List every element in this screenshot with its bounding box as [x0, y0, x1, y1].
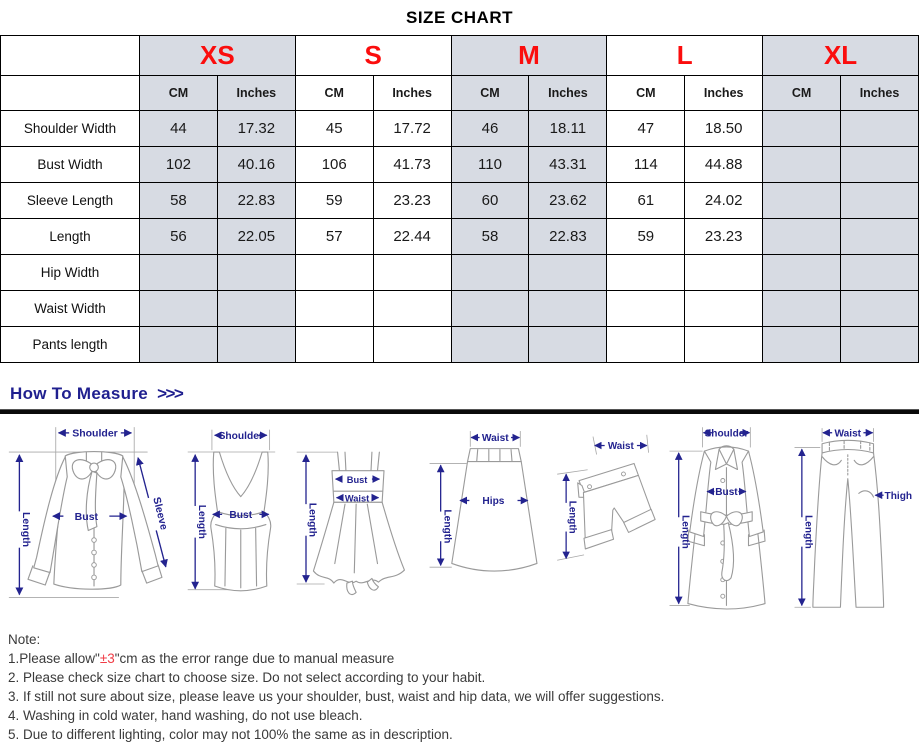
size-cell: 114 — [607, 147, 685, 183]
note-1-tolerance: ±3 — [99, 651, 115, 666]
size-cell — [607, 291, 685, 327]
row-label: Hip Width — [1, 255, 140, 291]
size-header-xl: XL — [763, 36, 919, 76]
size-cell — [140, 255, 218, 291]
size-cell — [607, 327, 685, 363]
figure-tank-top — [184, 423, 291, 615]
size-cell — [295, 255, 373, 291]
unit-cell: CM — [607, 76, 685, 111]
size-cell: 22.05 — [217, 219, 295, 255]
page-title: SIZE CHART — [406, 8, 513, 27]
size-cell: 110 — [451, 147, 529, 183]
blouse-sleeve-label: Sleeve — [150, 495, 170, 532]
size-cell: 22.83 — [529, 219, 607, 255]
size-cell: 46 — [451, 111, 529, 147]
size-cell — [841, 147, 919, 183]
unit-cell: CM — [140, 76, 218, 111]
size-cell: 17.32 — [217, 111, 295, 147]
coat-length-dimension — [678, 453, 690, 604]
size-cell: 23.23 — [685, 219, 763, 255]
size-cell — [373, 327, 451, 363]
section-divider — [0, 409, 919, 414]
note-item-3: 3. If still not sure about size, please leave us your shoulder, bust, waist and hip data, we will offer suggestions. — [8, 689, 665, 704]
notes-section — [8, 630, 919, 744]
measurement-figures — [0, 423, 919, 621]
table-row — [1, 183, 919, 219]
dress-length-label: Length — [306, 502, 318, 537]
skirt-hips-label: Hips — [482, 496, 505, 508]
size-cell — [841, 183, 919, 219]
tank-shoulder-dimension — [215, 431, 267, 442]
blouse-length-label: Length — [20, 512, 33, 548]
size-cell — [529, 291, 607, 327]
size-cell: 57 — [295, 219, 373, 255]
size-cell — [841, 255, 919, 291]
size-cell — [295, 291, 373, 327]
size-header-row — [1, 36, 919, 76]
unit-cell: CM — [295, 76, 373, 111]
size-chart-table — [0, 35, 919, 363]
table-row — [1, 111, 919, 147]
unit-header-row — [1, 76, 919, 111]
size-cell: 44 — [140, 111, 218, 147]
coat-shoulder-dimension — [703, 428, 749, 439]
pants-waist-label: Waist — [834, 428, 862, 440]
dress-bust-label: Bust — [346, 474, 368, 485]
size-cell: 45 — [295, 111, 373, 147]
unit-cell: Inches — [841, 76, 919, 111]
skirt-waist-dimension — [471, 433, 519, 444]
size-cell: 59 — [607, 219, 685, 255]
skirt-waist-label: Waist — [481, 433, 509, 445]
figure-shorts — [550, 423, 662, 615]
unit-cell: CM — [763, 76, 841, 111]
size-cell: 106 — [295, 147, 373, 183]
pants-thigh-label: Thigh — [884, 490, 913, 502]
size-cell — [529, 327, 607, 363]
size-cell — [140, 327, 218, 363]
size-cell — [217, 327, 295, 363]
figure-coat — [664, 423, 788, 617]
unit-cell: Inches — [373, 76, 451, 111]
how-to-measure-label: How To Measure — [10, 384, 149, 403]
size-cell — [763, 327, 841, 363]
size-cell — [295, 327, 373, 363]
size-cell: 24.02 — [685, 183, 763, 219]
size-header-l: L — [607, 36, 763, 76]
size-cell — [451, 327, 529, 363]
table-row — [1, 219, 919, 255]
pants-length-dimension — [802, 449, 814, 605]
corner-cell — [1, 76, 140, 111]
row-label: Length — [1, 219, 140, 255]
row-label: Waist Width — [1, 291, 140, 327]
size-cell: 47 — [607, 111, 685, 147]
size-cell — [373, 291, 451, 327]
table-row — [1, 327, 919, 363]
skirt-length-label: Length — [441, 509, 453, 544]
size-cell: 58 — [451, 219, 529, 255]
unit-cell: CM — [451, 76, 529, 111]
size-cell: 17.72 — [373, 111, 451, 147]
notes-heading: Note: — [8, 632, 41, 647]
size-cell: 60 — [451, 183, 529, 219]
size-cell — [841, 291, 919, 327]
note-1-prefix: 1.Please allow" — [8, 651, 100, 666]
size-header-s: S — [295, 36, 451, 76]
table-row — [1, 255, 919, 291]
blouse-shoulder-label: Shoulder — [72, 427, 118, 440]
size-cell — [763, 183, 841, 219]
corner-cell — [1, 36, 140, 76]
note-item-4: 4. Washing in cold water, hand washing, do not use bleach. — [8, 708, 363, 723]
tank-length-dimension — [195, 455, 207, 589]
shorts-length-dimension — [566, 474, 578, 558]
skirt-length-dimension — [441, 465, 453, 565]
size-cell — [763, 111, 841, 147]
shorts-waist-dimension — [595, 441, 647, 452]
size-cell: 58 — [140, 183, 218, 219]
unit-cell: Inches — [529, 76, 607, 111]
note-item-5: 5. Due to different lighting, color may not 100% the same as in description. — [8, 727, 453, 742]
size-cell — [763, 291, 841, 327]
size-cell: 61 — [607, 183, 685, 219]
size-cell: 22.83 — [217, 183, 295, 219]
tank-bust-label: Bust — [229, 510, 253, 522]
row-label: Bust Width — [1, 147, 140, 183]
pants-thigh-dimension — [875, 491, 912, 502]
size-cell: 56 — [140, 219, 218, 255]
unit-cell: Inches — [217, 76, 295, 111]
row-label: Pants length — [1, 327, 140, 363]
size-cell: 18.50 — [685, 111, 763, 147]
figure-blouse — [6, 423, 183, 615]
coat-length-label: Length — [679, 515, 691, 549]
size-cell — [685, 255, 763, 291]
row-label: Sleeve Length — [1, 183, 140, 219]
tank-shoulder-label: Shoulder — [218, 430, 264, 442]
size-cell — [763, 147, 841, 183]
note-item-2: 2. Please check size chart to choose size. Do not select according to your habit. — [8, 670, 486, 685]
table-row — [1, 291, 919, 327]
dress-outline — [313, 452, 404, 594]
size-cell: 102 — [140, 147, 218, 183]
size-cell — [529, 255, 607, 291]
coat-outline — [688, 446, 765, 609]
shorts-waist-label: Waist — [608, 441, 635, 453]
how-to-measure-heading — [10, 384, 919, 404]
size-cell: 23.62 — [529, 183, 607, 219]
size-cell: 18.11 — [529, 111, 607, 147]
pants-outline — [813, 440, 884, 607]
note-item-1 — [8, 649, 919, 668]
size-cell — [451, 255, 529, 291]
size-cell: 44.88 — [685, 147, 763, 183]
figure-skirt — [424, 423, 549, 615]
size-cell — [685, 327, 763, 363]
triple-chevron-icon: >>> — [157, 384, 183, 403]
size-header-m: M — [451, 36, 607, 76]
note-1-suffix: "cm as the error range due to manual measure — [114, 651, 395, 666]
tank-outline — [211, 452, 271, 591]
size-cell — [217, 291, 295, 327]
shorts-length-label: Length — [567, 500, 579, 534]
pants-length-label: Length — [802, 515, 814, 549]
size-cell: 43.31 — [529, 147, 607, 183]
size-cell — [763, 255, 841, 291]
coat-bust-label: Bust — [714, 487, 738, 499]
blouse-shoulder-dimension — [59, 428, 132, 440]
pants-waist-dimension — [823, 428, 873, 439]
size-cell — [140, 291, 218, 327]
size-cell: 59 — [295, 183, 373, 219]
tank-length-label: Length — [196, 504, 208, 539]
size-cell — [451, 291, 529, 327]
table-row — [1, 147, 919, 183]
size-cell: 22.44 — [373, 219, 451, 255]
size-cell — [841, 219, 919, 255]
size-cell — [607, 255, 685, 291]
size-cell — [217, 255, 295, 291]
skirt-outline — [452, 449, 537, 571]
figure-dress — [293, 423, 423, 615]
row-label: Shoulder Width — [1, 111, 140, 147]
shorts-outline — [570, 462, 658, 549]
unit-cell: Inches — [685, 76, 763, 111]
size-cell — [763, 219, 841, 255]
size-cell — [841, 327, 919, 363]
size-cell — [685, 291, 763, 327]
size-header-xs: XS — [140, 36, 296, 76]
size-cell — [841, 111, 919, 147]
size-cell: 41.73 — [373, 147, 451, 183]
size-cell — [373, 255, 451, 291]
dress-waist-label: Waist — [344, 493, 369, 504]
coat-shoulder-label: Shoulder — [704, 428, 748, 440]
figure-pants — [789, 423, 913, 617]
size-cell: 40.16 — [217, 147, 295, 183]
size-cell: 23.23 — [373, 183, 451, 219]
blouse-bust-label: Bust — [74, 510, 99, 523]
